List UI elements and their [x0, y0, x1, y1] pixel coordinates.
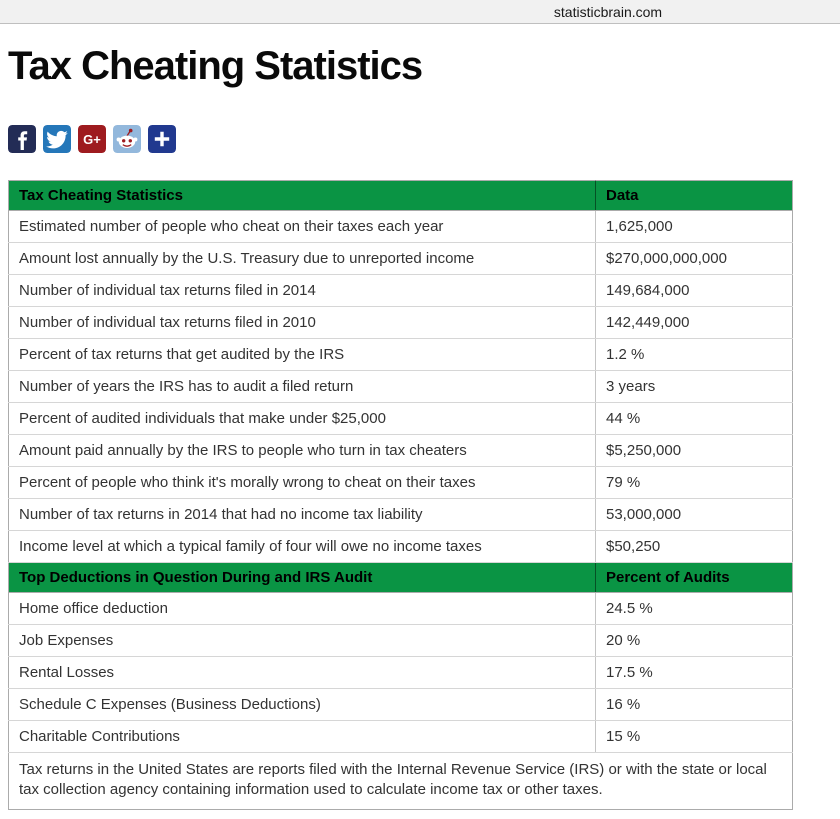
table-row — [9, 531, 793, 563]
table-row — [9, 689, 793, 721]
stat-label: Home office deduction — [9, 593, 596, 625]
footer-note: Tax returns in the United States are reports filed with the Internal Revenue Service (IRS) or with the state or local tax collection agency containing information used to calculate income tax or other taxes. — [9, 753, 793, 810]
facebook-icon[interactable] — [8, 125, 36, 153]
table-row — [9, 307, 793, 339]
stat-value: 142,449,000 — [596, 307, 793, 339]
share-plus-icon[interactable] — [148, 125, 176, 153]
section-header-row — [9, 563, 793, 593]
section-header-row — [9, 181, 793, 211]
stat-value: 3 years — [596, 371, 793, 403]
stat-value: 44 % — [596, 403, 793, 435]
stat-label: Percent of tax returns that get audited by the IRS — [9, 339, 596, 371]
stat-label: Amount lost annually by the U.S. Treasury due to unreported income — [9, 243, 596, 275]
stat-label: Number of years the IRS has to audit a filed return — [9, 371, 596, 403]
table-row — [9, 403, 793, 435]
stat-value: 20 % — [596, 625, 793, 657]
stat-label: Income level at which a typical family of four will owe no income taxes — [9, 531, 596, 563]
google-plus-icon[interactable] — [78, 125, 106, 153]
browser-topbar — [0, 0, 840, 24]
table-row — [9, 657, 793, 689]
stat-label: Job Expenses — [9, 625, 596, 657]
stat-label: Number of tax returns in 2014 that had no income tax liability — [9, 499, 596, 531]
stat-label: Estimated number of people who cheat on their taxes each year — [9, 211, 596, 243]
table-row — [9, 625, 793, 657]
stat-value: 1,625,000 — [596, 211, 793, 243]
stat-label: Percent of people who think it's morally wrong to cheat on their taxes — [9, 467, 596, 499]
table-row — [9, 211, 793, 243]
stat-value: 15 % — [596, 721, 793, 753]
social-share-bar — [8, 125, 832, 153]
statistics-table — [8, 180, 793, 810]
table-row — [9, 467, 793, 499]
svg-text:G+: G+ — [83, 132, 101, 147]
stat-value: 149,684,000 — [596, 275, 793, 307]
stat-value: 1.2 % — [596, 339, 793, 371]
stat-value: $5,250,000 — [596, 435, 793, 467]
twitter-icon[interactable] — [43, 125, 71, 153]
stat-value: $270,000,000,000 — [596, 243, 793, 275]
stat-label: Number of individual tax returns filed in 2010 — [9, 307, 596, 339]
stat-value: 24.5 % — [596, 593, 793, 625]
table-row — [9, 499, 793, 531]
stat-value: 17.5 % — [596, 657, 793, 689]
stat-label: Number of individual tax returns filed in 2014 — [9, 275, 596, 307]
section-title: Top Deductions in Question During and IRS Audit — [9, 563, 596, 593]
page-title: Tax Cheating Statistics — [8, 44, 423, 88]
table-row — [9, 593, 793, 625]
page-content — [0, 43, 840, 810]
section-title: Tax Cheating Statistics — [9, 181, 596, 211]
stat-label: Amount paid annually by the IRS to people who turn in tax cheaters — [9, 435, 596, 467]
reddit-icon[interactable] — [113, 125, 141, 153]
stat-value: 79 % — [596, 467, 793, 499]
table-row — [9, 435, 793, 467]
table-row — [9, 371, 793, 403]
table-row — [9, 243, 793, 275]
stat-value: $50,250 — [596, 531, 793, 563]
stat-value: 16 % — [596, 689, 793, 721]
table-row — [9, 275, 793, 307]
stat-label: Schedule C Expenses (Business Deductions) — [9, 689, 596, 721]
table-row — [9, 339, 793, 371]
stat-label: Rental Losses — [9, 657, 596, 689]
section-value-title: Percent of Audits — [596, 563, 793, 593]
section-value-title: Data — [596, 181, 793, 211]
stat-label: Charitable Contributions — [9, 721, 596, 753]
site-url-label: statisticbrain.com — [553, 4, 663, 20]
table-row — [9, 721, 793, 753]
stat-value: 53,000,000 — [596, 499, 793, 531]
stat-label: Percent of audited individuals that make under $25,000 — [9, 403, 596, 435]
footer-note-row — [9, 753, 793, 810]
